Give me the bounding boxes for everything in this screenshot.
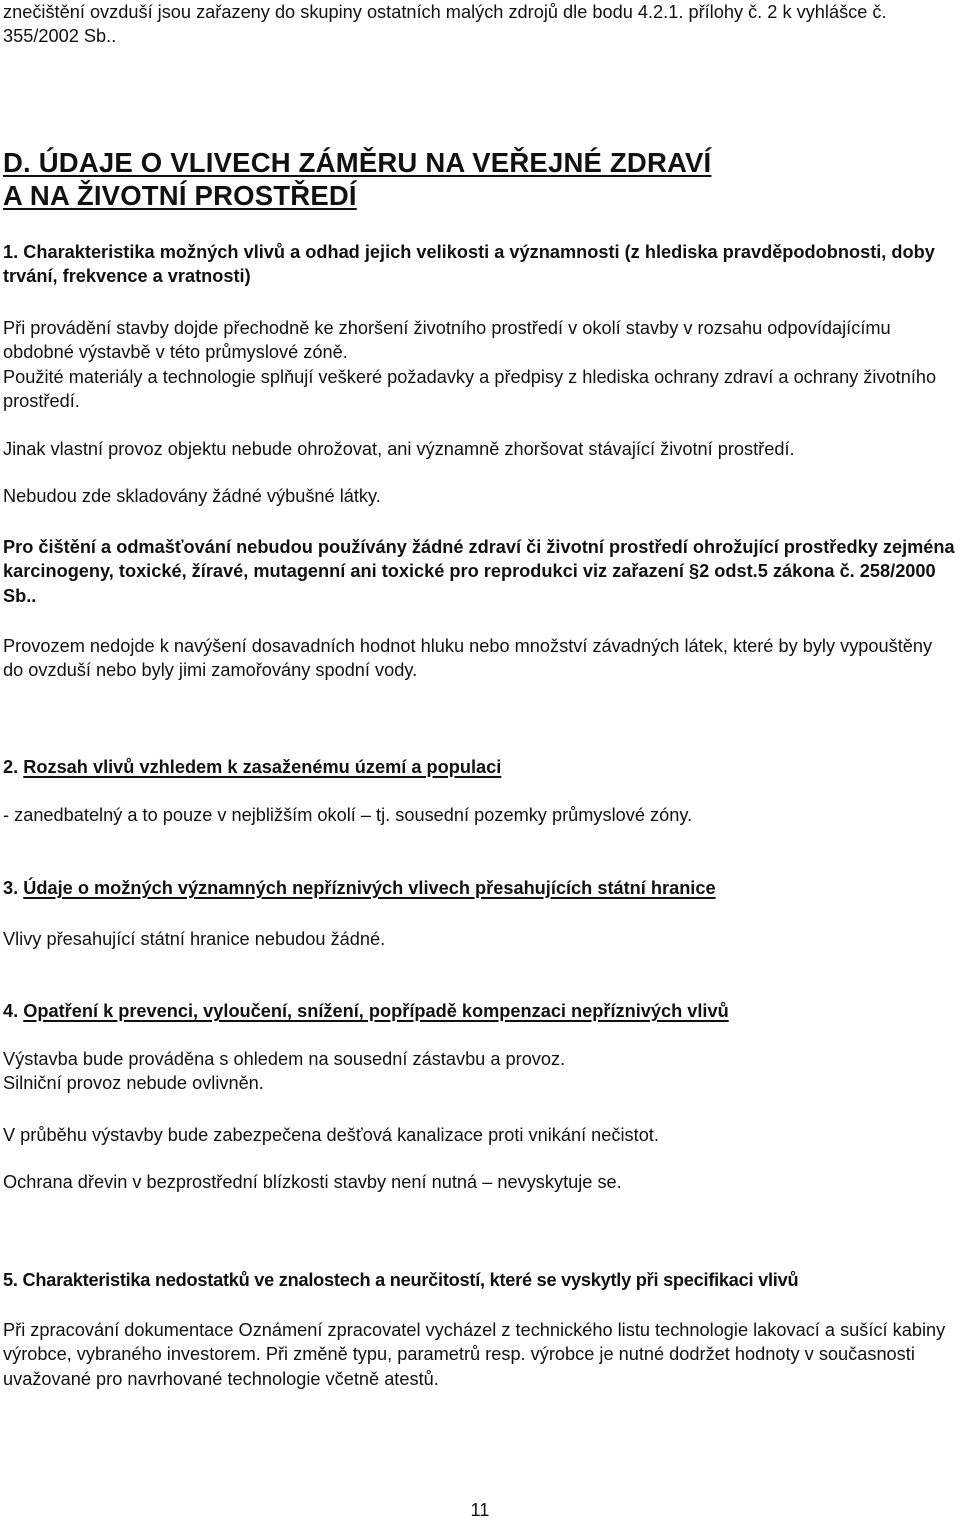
- s4-paragraph-1b: Silniční provoz nebude ovlivněn.: [3, 1073, 264, 1093]
- s1-paragraph-5: Pro čištění a odmašťování nebudou používány žádné zdraví či životní prostředí ohrožující prostředky zejména karcinogeny, toxické, žíravé, mutagenní ani toxické pro reprodukci viz zařazení §2 odst.5 zákona č. 258/2000 Sb..: [3, 537, 955, 606]
- heading-5-number: 5.: [3, 1270, 18, 1290]
- heading-4-number: 4.: [3, 1001, 19, 1021]
- section-title-line-1: D. ÚDAJE O VLIVECH ZÁMĚRU NA VEŘEJNÉ ZDRAVÍ: [3, 147, 712, 178]
- s5-paragraph-1: Při zpracování dokumentace Oznámení zpracovatel vycházel z technického listu technologie lakovací a sušící kabiny výrobce, vybraného investorem. Při změně typu, parametrů resp. výrobce je nutné dodržet hodnoty v současnosti uvažované pro navrhované technologie včetně atestů.: [3, 1320, 946, 1389]
- s4-paragraph-2: V průběhu výstavby bude zabezpečena dešťová kanalizace proti vnikání nečistot.: [3, 1125, 659, 1145]
- intro-paragraph: znečištění ovzduší jsou zařazeny do skupiny ostatních malých zdrojů dle bodu 4.2.1. přílohy č. 2 k vyhlášce č. 355/2002 Sb..: [3, 2, 887, 47]
- heading-5-title: Charakteristika nedostatků ve znalostech a neurčitostí, které se vyskytly při specifikaci vlivů: [22, 1270, 799, 1290]
- heading-3: [3, 876, 957, 900]
- heading-5: [3, 1268, 957, 1292]
- heading-3-title: Údaje o možných významných nepříznivých vlivech přesahujících státní hranice: [23, 878, 716, 898]
- s2-paragraph-1: - zanedbatelný a to pouze v nejbližším okolí – tj. sousední pozemky průmyslové zóny.: [3, 805, 693, 825]
- s1-paragraph-2: Použité materiály a technologie splňují veškeré požadavky a předpisy z hlediska ochrany zdraví a ochrany životního prostředí.: [3, 367, 937, 412]
- heading-1: 1. Charakteristika možných vlivů a odhad jejich velikosti a významnosti (z hlediska pravděpodobnosti, doby trvání, frekvence a vratnosti): [3, 242, 935, 287]
- s4-paragraph-1a: Výstavba bude prováděna s ohledem na sousední zástavbu a provoz.: [3, 1049, 566, 1069]
- heading-3-number: 3.: [3, 878, 19, 898]
- heading-2-number: 2.: [3, 757, 19, 777]
- s3-paragraph-1: Vlivy přesahující státní hranice nebudou žádné.: [3, 929, 386, 949]
- heading-4-title: Opatření k prevenci, vyloučení, snížení, popřípadě kompenzaci nepříznivých vlivů: [23, 1001, 729, 1021]
- s1-paragraph-3: Jinak vlastní provoz objektu nebude ohrožovat, ani významně zhoršovat stávající životní prostředí.: [3, 439, 795, 459]
- page-number: 11: [470, 1500, 490, 1520]
- heading-2: [3, 755, 957, 779]
- section-title-line-2: A NA ŽIVOTNÍ PROSTŘEDÍ: [3, 180, 357, 211]
- s1-paragraph-6: Provozem nedojde k navýšení dosavadních hodnot hluku nebo množství závadných látek, které by byly vypouštěny do ovzduší nebo byly jimi zamořovány spodní vody.: [3, 636, 933, 681]
- heading-4: [3, 999, 957, 1023]
- s1-paragraph-4: Nebudou zde skladovány žádné výbušné látky.: [3, 486, 381, 506]
- s4-paragraph-3: Ochrana dřevin v bezprostřední blízkosti stavby není nutná – nevyskytuje se.: [3, 1172, 622, 1192]
- s1-paragraph-1: Při provádění stavby dojde přechodně ke zhoršení životního prostředí v okolí stavby v rozsahu odpovídajícímu obdobné výstavbě v této průmyslové zóně.: [3, 318, 891, 363]
- heading-2-title: Rozsah vlivů vzhledem k zasaženému území a populaci: [23, 757, 502, 777]
